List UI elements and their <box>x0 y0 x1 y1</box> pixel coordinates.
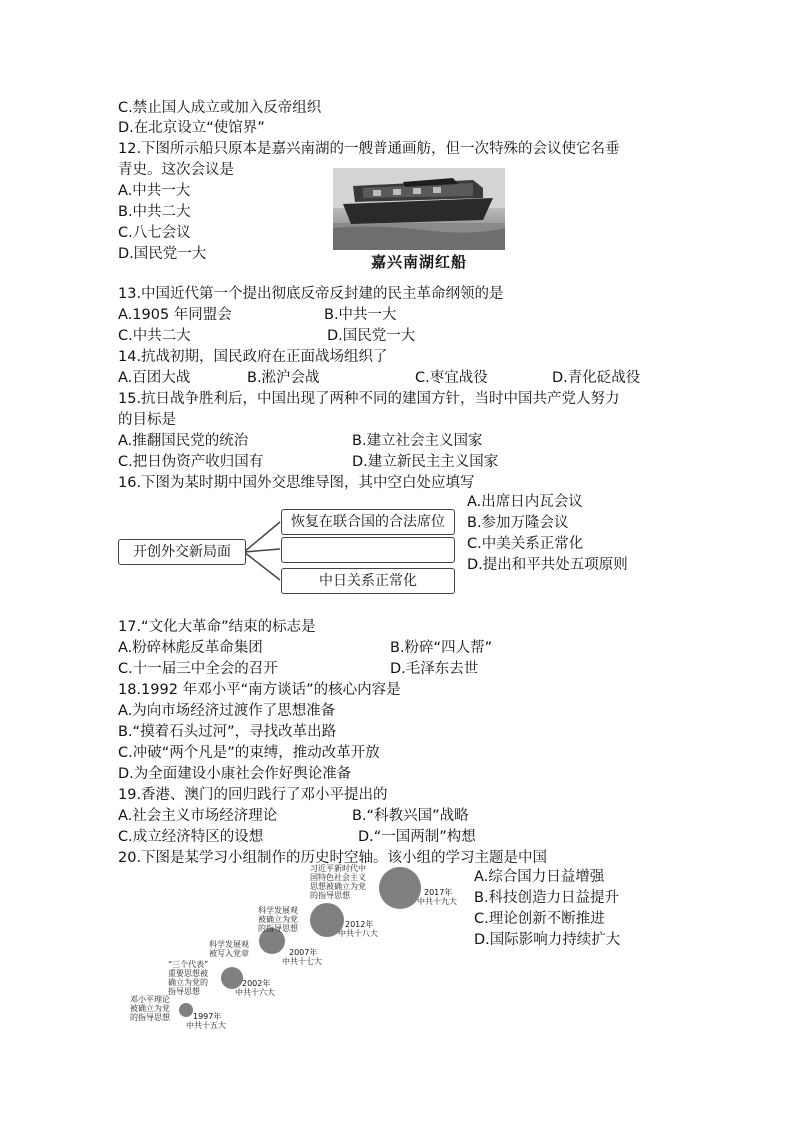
q14-stem: 14.抗战初期，国民政府在正面战场组织了 <box>118 349 388 365</box>
q19-stem: 19.香港、澳门的回归践行了邓小平提出的 <box>118 787 388 803</box>
timeline-year: 1997年 <box>193 1012 222 1021</box>
timeline-year: 2007年 <box>289 948 318 957</box>
timeline-note: 科学发展观 <box>209 940 249 949</box>
timeline-note: 的指导思想 <box>130 1013 170 1022</box>
q15-option-a: A.推翻国民党的统治 <box>118 433 249 449</box>
q12-stem-line1: 12.下图所示船只原本是嘉兴南湖的一艘普通画舫，但一次特殊的会议使它名垂 <box>118 141 620 157</box>
timeline-note: 重要思想被 <box>168 969 208 978</box>
timeline-note: 指导思想 <box>168 987 200 996</box>
timeline-congress: 中共十六大 <box>235 988 275 997</box>
timeline-note: 被确立为党 <box>258 915 298 924</box>
q13-option-d: D.国民党一大 <box>327 328 416 344</box>
q14-option-a: A.百团大战 <box>118 370 191 386</box>
mind-map-branch-bottom: 中日关系正常化 <box>281 568 455 594</box>
q14-option-c: C.枣宜战役 <box>415 370 488 386</box>
q12-stem-line2: 青史。这次会议是 <box>118 162 234 178</box>
q13-option-b: B.中共一大 <box>324 307 397 323</box>
mind-map-branch-blank <box>281 537 455 563</box>
timeline-note: 确立为党的 <box>168 978 208 987</box>
q18-option-b: B.“摸着石头过河”，寻找改革出路 <box>118 724 337 740</box>
q16-option-c: C.中美关系正常化 <box>467 536 584 552</box>
q15-option-b: B.建立社会主义国家 <box>352 433 483 449</box>
q15-stem-line2: 的目标是 <box>118 412 176 428</box>
q18-option-c: C.冲破“两个凡是”的束缚，推动改革开放 <box>118 745 380 761</box>
q17-stem: 17.“文化大革命”结束的标志是 <box>118 619 316 635</box>
mind-map-root: 开创外交新局面 <box>118 539 246 565</box>
q20-stem: 20.下图是某学习小组制作的历史时空轴。该小组的学习主题是中国 <box>118 850 548 866</box>
timeline-congress: 中共十七大 <box>282 957 322 966</box>
q19-option-b: B.“科教兴国”战略 <box>352 808 469 824</box>
q16-stem: 16.下图为某时期中国外交思维导图，其中空白处应填写 <box>118 475 475 491</box>
q16-option-a: A.出席日内瓦会议 <box>467 494 583 510</box>
q14-option-d: D.青化砭战役 <box>552 370 641 386</box>
q20-option-c: C.理论创新不断推进 <box>474 911 605 927</box>
timeline-circle <box>179 1003 193 1017</box>
q13-option-c: C.中共二大 <box>118 328 191 344</box>
boat-photo <box>333 168 505 250</box>
q11-option-d: D.在北京设立“使馆界” <box>118 120 265 136</box>
timeline-circle <box>221 967 243 989</box>
q12-option-d: D.国民党一大 <box>118 246 207 262</box>
q19-option-c: C.成立经济特区的设想 <box>118 829 264 845</box>
q20-option-a: A.综合国力日益增强 <box>474 869 605 885</box>
timeline-note: 被确立为党 <box>130 1004 170 1013</box>
q15-option-d: D.建立新民主主义国家 <box>352 454 499 470</box>
q11-option-c: C.禁止国人成立或加入反帝组织 <box>118 100 322 116</box>
q18-stem: 18.1992 年邓小平“南方谈话”的核心内容是 <box>118 682 401 698</box>
timeline-note: “三个代表” <box>168 960 209 969</box>
timeline-note: 被写入党章 <box>209 949 249 958</box>
q16-option-b: B.参加万隆会议 <box>467 515 569 531</box>
q15-stem-line1: 15.抗日战争胜利后，中国出现了两种不同的建国方针，当时中国共产党人努力 <box>118 391 620 407</box>
q17-option-d: D.毛泽东去世 <box>390 661 479 677</box>
timeline-congress: 中共十八大 <box>338 929 378 938</box>
timeline-note: 科学发展观 <box>258 906 298 915</box>
timeline-year: 2017年 <box>424 888 453 897</box>
q19-option-a: A.社会主义市场经济理论 <box>118 808 278 824</box>
q13-stem: 13.中国近代第一个提出彻底反帝反封建的民主革命纲领的是 <box>118 286 504 302</box>
timeline-congress: 中共十九大 <box>417 897 457 906</box>
q20-option-b: B.科技创造力日益提升 <box>474 890 620 906</box>
boat-photo-caption: 嘉兴南湖红船 <box>370 253 467 271</box>
q12-option-a: A.中共一大 <box>118 183 191 199</box>
q17-option-c: C.十一届三中全会的召开 <box>118 661 278 677</box>
q17-option-b: B.粉碎“四人帮” <box>390 640 493 656</box>
timeline-note: 国特色社会主义 <box>310 873 366 882</box>
q18-option-a: A.为向市场经济过渡作了思想准备 <box>118 703 336 719</box>
q20-option-d: D.国际影响力持续扩大 <box>474 932 621 948</box>
timeline-note: 思想被确立为党 <box>310 882 366 891</box>
q13-option-a: A.1905 年同盟会 <box>118 307 232 323</box>
q16-option-d: D.提出和平共处五项原则 <box>467 557 628 573</box>
mind-map-branch-top: 恢复在联合国的合法席位 <box>281 509 455 535</box>
timeline-year: 2012年 <box>345 920 374 929</box>
timeline-note: 的指导思想 <box>310 891 350 900</box>
q17-option-a: A.粉碎林彪反革命集团 <box>118 640 263 656</box>
timeline-note: 邓小平理论 <box>130 995 170 1004</box>
q14-option-b: B.淞沪会战 <box>247 370 320 386</box>
timeline-note: 习近平新时代中 <box>310 864 366 873</box>
q19-option-d: D.“一国两制”构想 <box>358 829 476 845</box>
timeline-note: 的指导思想 <box>258 924 298 933</box>
q18-option-d: D.为全面建设小康社会作好舆论准备 <box>118 766 352 782</box>
q12-option-b: B.中共二大 <box>118 204 191 220</box>
q15-option-c: C.把日伪资产收归国有 <box>118 454 264 470</box>
timeline-year: 2002年 <box>242 979 271 988</box>
timeline-congress: 中共十五大 <box>186 1021 226 1030</box>
timeline-circle <box>379 867 421 909</box>
q12-option-c: C.八七会议 <box>118 225 191 241</box>
